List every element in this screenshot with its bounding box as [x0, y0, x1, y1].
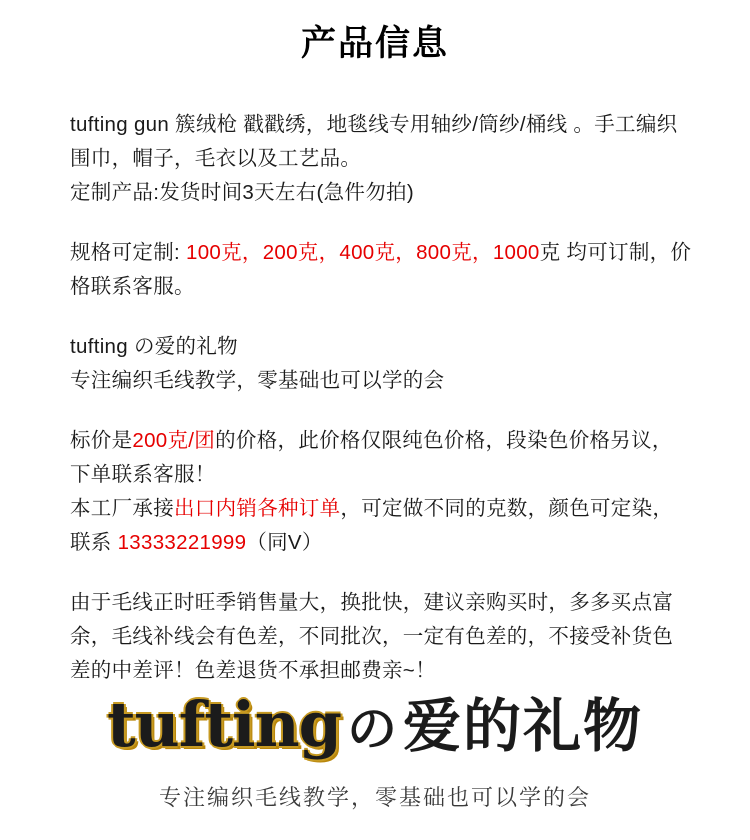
price-note-weight: 200克/团 — [132, 429, 216, 452]
factory-note-tail: （同V） — [246, 531, 323, 554]
custom-ship-text: 定制产品:发货时间3天左右(急件勿拍) — [70, 181, 414, 204]
logo-connector: の — [347, 700, 397, 758]
spec-label: 规格可定制: — [70, 241, 186, 264]
color-diff-text: 由于毛线正时旺季销售量大，换批快，建议亲购买时，多多买点富余，毛线补线会有色差，不同批次，一定有色差的，不接受补货色差的中差评！色差退货不承担邮费亲~！ — [70, 591, 674, 682]
spec-weights: 100克，200克，400克，800克，1000 — [186, 241, 540, 264]
factory-note-orders: 出口内销各种订单 — [174, 497, 341, 520]
spec-unit: 克 — [539, 241, 567, 264]
paragraph-factory-note — [70, 492, 692, 560]
logo-chinese: 爱的礼物 — [403, 692, 644, 760]
spec-tail: 均可订制，价格联系客服。 — [70, 241, 692, 298]
paragraph-intro — [70, 108, 692, 176]
paragraph-custom-ship — [70, 176, 692, 210]
brand-logo — [0, 689, 750, 812]
paragraph-brand-slogan — [70, 364, 692, 398]
logo-subtitle: 专注编织毛线教学，零基础也可以学的会 — [158, 785, 591, 810]
paragraph-brand-line — [70, 330, 692, 364]
factory-note-middle: ，可定做不同的克数，颜色可定染，联系 — [70, 497, 674, 554]
paragraph-price-note — [70, 424, 692, 492]
factory-note-prefix: 本工厂承接 — [70, 497, 174, 520]
brand-slogan-text: 专注编织毛线教学，零基础也可以学的会 — [70, 369, 445, 392]
logo-line — [0, 689, 750, 765]
description-body — [70, 108, 692, 688]
contact-phone: 13333221999 — [117, 531, 247, 554]
intro-text: tufting gun 簇绒枪 戳戳绣，地毯线专用轴纱/筒纱/桶线 。手工编织围巾，帽子，毛衣以及工艺品。 — [70, 113, 678, 170]
page-title: 产品信息 — [300, 24, 449, 63]
paragraph-color-diff — [70, 586, 692, 688]
price-note-tail: 的价格，此价格仅限纯色价格，段染色价格另议，下单联系客服！ — [70, 429, 673, 486]
logo-wordmark: tufting — [106, 688, 341, 761]
product-info-page — [0, 16, 750, 840]
price-note-prefix: 标价是 — [70, 429, 133, 452]
brand-line-text: tufting の爱的礼物 — [70, 335, 238, 358]
paragraph-spec — [70, 236, 692, 304]
